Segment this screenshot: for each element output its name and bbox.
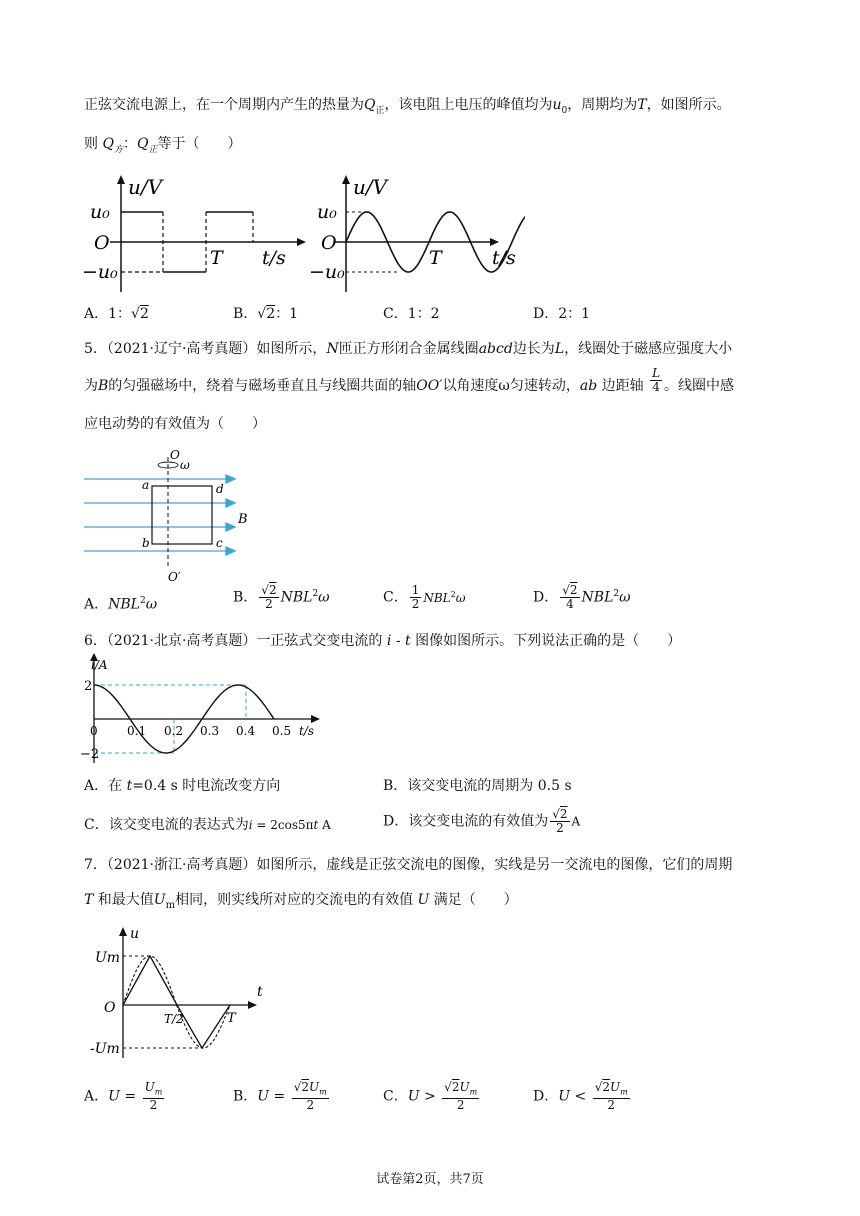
fig2-u0: u₀ (317, 201, 337, 223)
q7-line-1: 7．（2021·浙江·高考真题）如图所示，虚线是正弦交流电的图像，实线是另一交流电的图像，它们的周期 (84, 857, 733, 873)
fig3-O2: O′ (168, 570, 181, 582)
triangle-sine-figure (90, 922, 280, 1062)
fig3-O: O (170, 448, 180, 462)
q6-line-1: 6．（2021·北京·高考真题）一正弦式交变电流的 i - t 图像如图所示。下列说法正确的是（ ） (84, 633, 682, 649)
coil-in-magnetic-field-figure (80, 447, 260, 582)
fig1-T: T (210, 247, 223, 269)
intro-line-1: 正弦交流电源上，在一个周期内产生的热量为$Q_正$，该电阻上电压的峰值均为$u_0$，周期均为T，如图所示。 (84, 97, 731, 116)
fig-i-xtick-0.5: 0.5 (272, 724, 292, 738)
q4-option-d[interactable]: D．2：1 (533, 306, 591, 322)
q4-option-c[interactable]: C．1：2 (383, 306, 440, 322)
q6-option-c[interactable]: C．该交变电流的表达式为i = 2cos5πt A (84, 817, 331, 833)
q6-option-a[interactable]: A．在 t=0.4 s 时电流改变方向 (84, 778, 281, 794)
sine-wave-figure (305, 172, 525, 297)
fig3-a: a (142, 478, 150, 492)
fig-i-ylabel: i/A (91, 658, 108, 672)
fig-i-xtick-0.3: 0.3 (200, 724, 220, 738)
fig2-neg-u0: −u₀ (309, 261, 345, 283)
q7-line-2: T 和最大值$U_m$相同，则实线所对应的交流电的有效值 U 满足（ ） (84, 892, 518, 911)
fig1-xlabel: t/s (262, 247, 286, 269)
fig-i-xtick-0: 0 (90, 724, 98, 738)
fig-i-xtick-0.1: 0.1 (127, 724, 147, 738)
page-footer: 试卷第2页，共7页 (376, 1172, 484, 1187)
fig4-T: T (227, 1011, 236, 1026)
square-wave-figure (80, 172, 310, 297)
q4-option-a[interactable]: A．1：√2 (84, 306, 149, 322)
fig4-Um: Um (95, 950, 121, 966)
q7-option-d[interactable]: D．U < $\frac{√2U_m}{2}$ (533, 1080, 628, 1113)
fig1-u0: u₀ (90, 201, 110, 223)
fig-i-xtick-0.2: 0.2 (164, 724, 184, 738)
fig2-T: T (429, 247, 442, 269)
fig3-b: b (142, 536, 150, 550)
q5-line-1: 5．（2021·辽宁·高考真题）如图所示，N匝正方形闭合金属线圈abcd边长为L，线圈处于磁感应强度大小 (84, 341, 733, 357)
fig2-xlabel: t/s (492, 247, 516, 269)
fig3-B: B (238, 512, 248, 527)
q6-option-d[interactable]: D．该交变电流的有效值为 $\frac{√2}{2}$ A (383, 807, 581, 835)
current-time-graph (80, 651, 340, 766)
q7-option-c[interactable]: C．U > $\frac{√2U_m}{2}$ (383, 1080, 478, 1113)
q5-line-3: 应电动势的有效值为（ ） (84, 416, 266, 432)
q5-option-b[interactable]: B． $\frac{√2}{2}$ NBL$^2$ω (233, 583, 330, 612)
q7-option-a[interactable]: A．U = $\frac{U_m}{2}$ (84, 1080, 163, 1113)
q7-option-b[interactable]: B．U = $\frac{√2U_m}{2}$ (233, 1080, 327, 1113)
q5-line-2: 为B的匀强磁场中，绕着与磁场垂直且与线圈共面的轴OO′以角速度ω匀速转动，ab 边距轴 $\frac{L}{4}$ 。线圈中感 (84, 365, 735, 394)
fig1-neg-u0: −u₀ (82, 261, 118, 283)
fig-i-ytick-neg2: −2 (80, 747, 100, 762)
fig2-ylabel: u/V (353, 175, 388, 199)
q5-option-a[interactable]: A．NBL$^2$ω (84, 596, 158, 613)
fig4-xlabel: t (257, 984, 263, 1000)
fig3-c: c (216, 536, 223, 550)
fig4-Thalf: T/2 (164, 1012, 184, 1026)
q5-option-d[interactable]: D． $\frac{√2}{4}$ NBL$^2$ω (533, 583, 631, 612)
fig-i-ytick-2: 2 (84, 679, 93, 694)
q4-option-b[interactable]: B．√2：1 (233, 306, 299, 322)
fig-i-xtick-0.4: 0.4 (236, 724, 256, 738)
fig3-omega: ω (180, 458, 190, 472)
fig4-negUm: -Um (90, 1041, 120, 1057)
fig1-origin: O (94, 232, 110, 254)
fig3-d: d (216, 482, 224, 496)
fig2-origin: O (321, 232, 337, 254)
intro-line-2: 则 $Q_方$：$Q_正$等于（ ） (84, 136, 242, 155)
fig-i-xlabel: t/s (299, 724, 315, 738)
fig4-ylabel: u (130, 926, 140, 942)
fig4-O: O (104, 1000, 116, 1016)
q6-option-b[interactable]: B．该交变电流的周期为 0.5 s (383, 778, 572, 794)
fig1-ylabel: u/V (128, 175, 163, 199)
q5-option-c[interactable]: C． $\frac{1}{2}$ NBL$^2$ω (383, 583, 466, 611)
